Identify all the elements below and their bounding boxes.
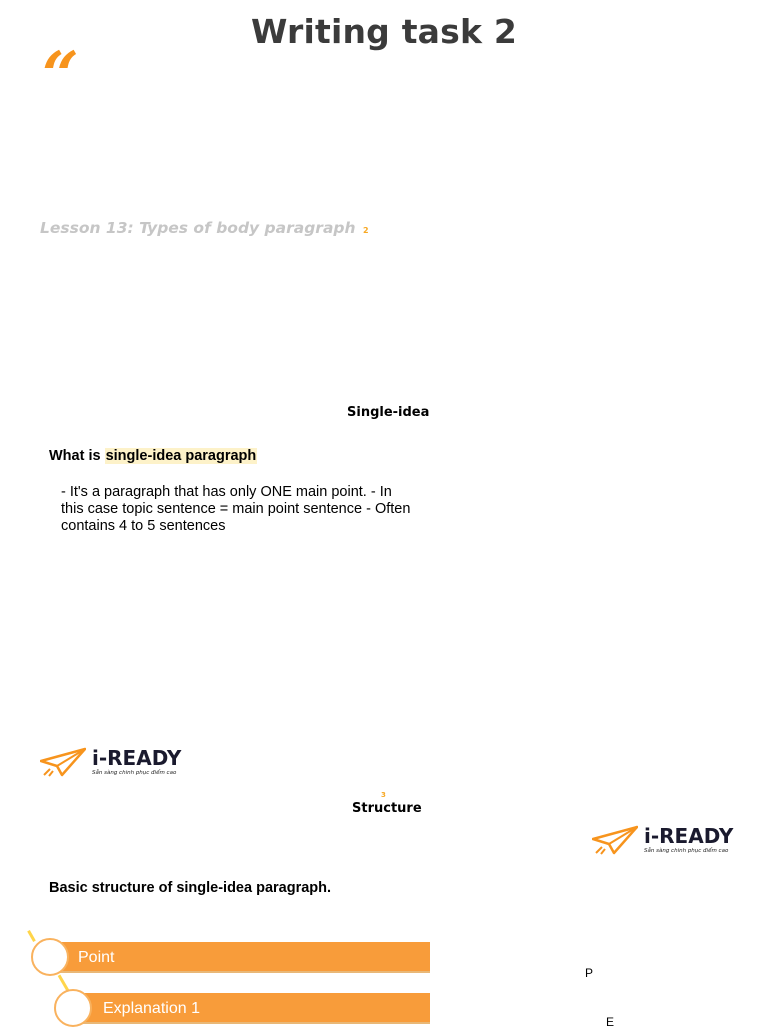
logo-brand: i-READY <box>644 824 734 848</box>
page-number: 2 <box>362 226 369 235</box>
section-heading-single-idea: Single-idea <box>347 405 430 420</box>
step-marker-circle <box>31 938 69 976</box>
structure-intro: Basic structure of single-idea paragraph. <box>49 880 332 896</box>
logo-tagline: Sẵn sàng chinh phục điểm cao <box>644 848 729 854</box>
lesson-title-text: Lesson 13: Types of body paragraph <box>40 219 356 237</box>
definition-bullets: - It's a paragraph that has only ONE main point. - In this case topic sentence = main point sentence - Often contains 4 to 5 sentences <box>61 484 411 534</box>
page-number: 3 <box>381 791 386 799</box>
highlighted-term: single-idea paragraph <box>105 448 257 464</box>
paper-plane-icon <box>592 825 638 855</box>
quote-mark-icon: “ <box>42 38 79 113</box>
paper-plane-icon <box>40 747 86 777</box>
logo-brand: i-READY <box>92 746 182 770</box>
definition-prefix: What is <box>49 448 105 464</box>
structure-step-point: Point <box>50 942 430 973</box>
diagram-connector <box>27 930 36 942</box>
logo-tagline: Sẵn sàng chinh phục điểm cao <box>92 770 177 776</box>
page-title: Writing task 2 <box>251 12 517 51</box>
i-ready-logo <box>592 825 733 855</box>
fragment-text: E <box>606 1015 615 1029</box>
section-heading-structure: Structure <box>352 801 422 816</box>
fragment-text: P <box>585 966 594 980</box>
step-marker-circle <box>54 989 92 1027</box>
structure-step-explanation-1: Explanation 1 <box>74 993 430 1024</box>
i-ready-logo <box>40 747 181 777</box>
definition-heading <box>49 448 257 464</box>
lesson-title <box>40 219 369 237</box>
